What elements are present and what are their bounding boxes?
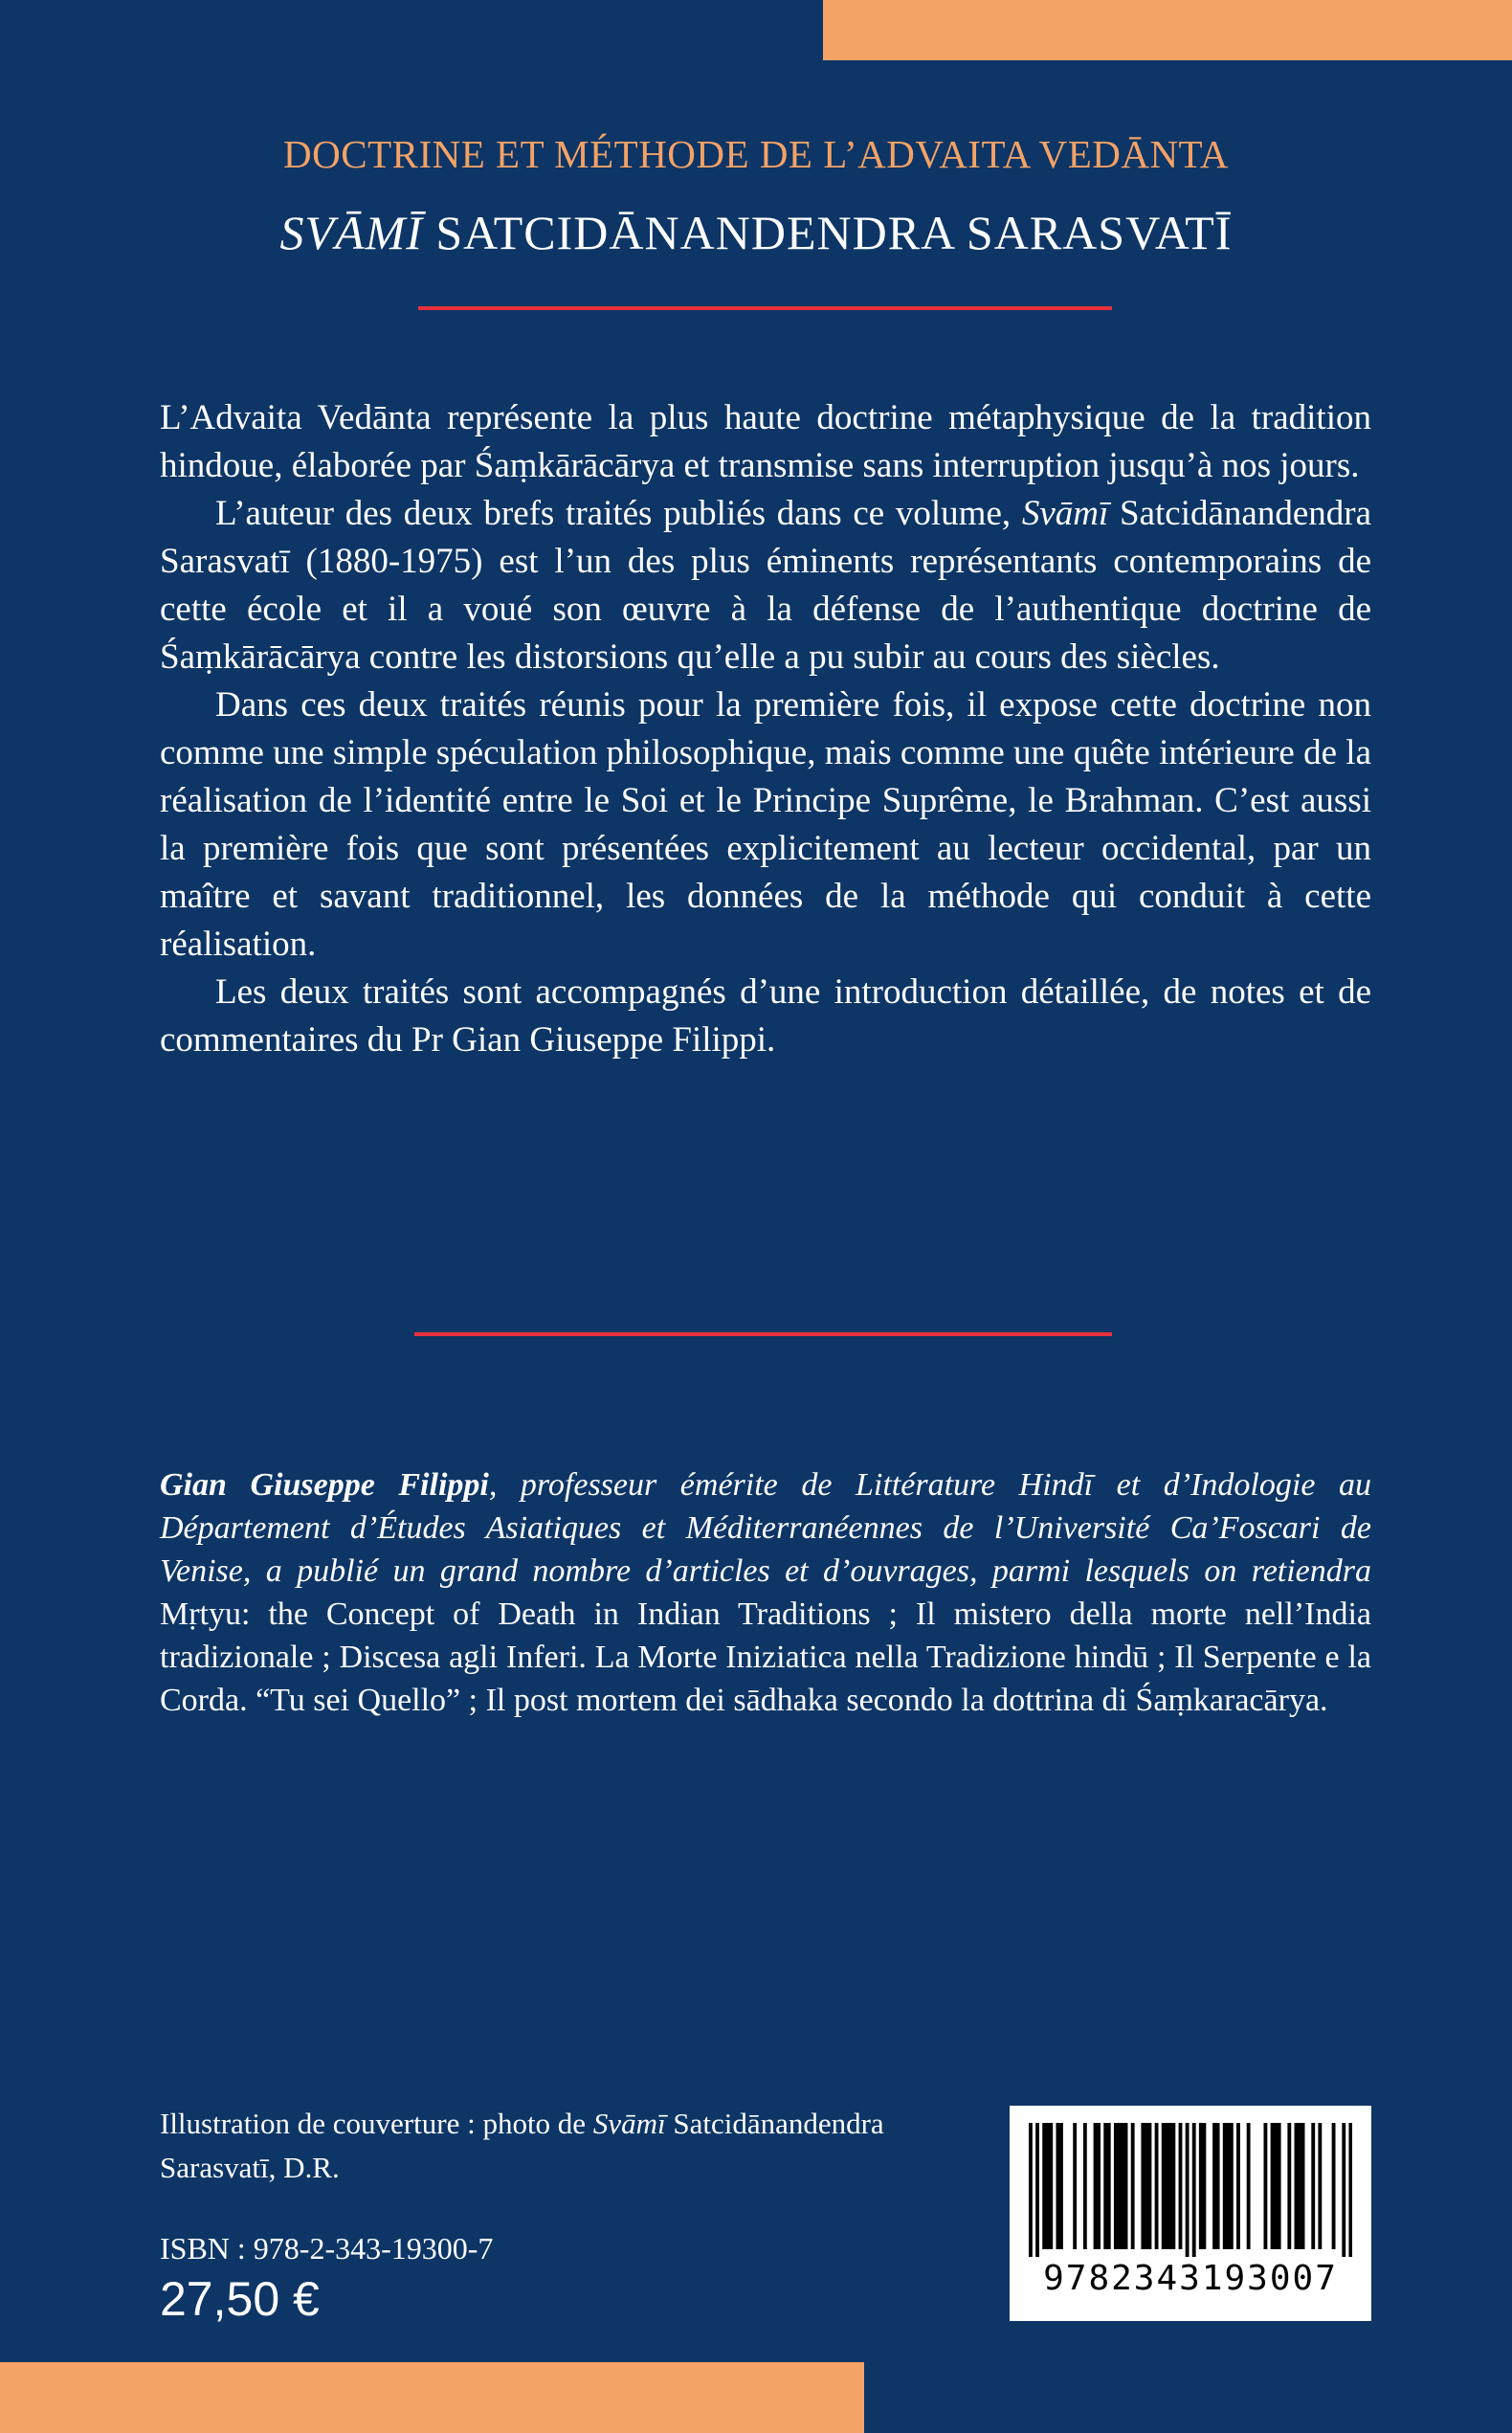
paragraph-2	[160, 490, 1371, 681]
barcode-bar	[1059, 2123, 1063, 2249]
barcode-bars	[1029, 2123, 1352, 2257]
barcode-bar	[1295, 2123, 1299, 2249]
top-divider	[418, 306, 1112, 310]
bio-works: Mṛtyu: the Concept of Death in Indian Traditions ; Il mistero della morte nell’India tradizionale ; Discesa agli Inferi. La Morte Iniziatica nella Tradizione hindū ; Il Serpente e la Corda. “Tu sei Quello” ; Il post mortem dei sādhaka secondo la dottrina di Śaṃkaracārya.	[160, 1596, 1371, 1718]
barcode-bar	[1247, 2123, 1251, 2249]
credit-italic: Svāmī	[592, 2107, 666, 2140]
barcode-bar	[1223, 2123, 1227, 2249]
barcode-bar	[1118, 2123, 1122, 2249]
barcode-bar	[1073, 2123, 1077, 2249]
barcode-bar	[1131, 2123, 1135, 2249]
barcode-bar	[1186, 2123, 1190, 2257]
barcode-bar	[1171, 2123, 1175, 2249]
barcode-bar	[1212, 2123, 1216, 2249]
barcode-bar	[1311, 2123, 1315, 2249]
middle-divider	[414, 1332, 1112, 1336]
bottom-accent-bar	[0, 2362, 864, 2433]
barcode-bar	[1332, 2123, 1336, 2249]
barcode-bar	[1056, 2123, 1059, 2249]
barcode-bar	[1301, 2123, 1305, 2249]
author-prefix: SVĀMĪ	[279, 206, 423, 259]
barcode-bar	[1202, 2123, 1206, 2249]
paragraph-2-start: L’auteur des deux brefs traités publiés dans ce volume,	[215, 494, 1022, 533]
barcode-bar	[1216, 2123, 1220, 2249]
barcode-bar	[1318, 2123, 1322, 2249]
barcode-bar	[1049, 2123, 1053, 2249]
price: 27,50 €	[160, 2272, 320, 2326]
barcode-bar	[1271, 2123, 1275, 2249]
author-bio	[160, 1463, 1371, 1722]
barcode-bar	[1287, 2123, 1291, 2249]
barcode-bar	[1124, 2123, 1128, 2249]
barcode-bar	[1148, 2123, 1152, 2249]
paragraph-3: Dans ces deux traités réunis pour la première fois, il expose cette doctrine non comme une simple spéculation philosophique, mais comme une quête intérieure de la réalisation de l’identité entre le Soi et le Principe Suprême, le Brahman. C’est aussi la première fois que sont présentées explicitement au lecteur occidental, par un maître et savant traditionnel, les données de la méthode qui conduit à cette réalisation.	[160, 685, 1371, 964]
barcode-bar	[1107, 2123, 1111, 2249]
barcode-bar	[1029, 2123, 1033, 2257]
barcode-bar	[1263, 2123, 1267, 2249]
bio-description: , professeur émérite de Littérature Hindī et d’Indologie au Département d’Études Asiatiques et Méditerranéennes de l’Université Ca’Foscari de Venise, a publié un grand nombre d’articles et d’ouvrages, parmi lesquels on retiendra	[160, 1467, 1371, 1589]
bio-name: Gian Giuseppe Filippi	[160, 1467, 489, 1503]
barcode-bar	[1278, 2123, 1281, 2249]
barcode-bar	[1083, 2123, 1087, 2249]
barcode-bar	[1162, 2123, 1166, 2249]
barcode-bar	[1274, 2123, 1278, 2249]
description	[160, 394, 1371, 1064]
barcode-digits: 9782343193007	[1043, 2259, 1338, 2298]
barcode-bar	[1103, 2123, 1107, 2249]
barcode-bar	[1298, 2123, 1301, 2249]
barcode-bar	[1348, 2123, 1352, 2257]
barcode-bar	[1168, 2123, 1172, 2249]
barcode-bar	[1226, 2123, 1230, 2249]
cover-credit	[160, 2102, 1002, 2190]
barcode-bar	[1236, 2123, 1240, 2249]
author-name: SATCIDĀNANDENDRA SARASVATĪ	[435, 206, 1233, 259]
barcode-bar	[1094, 2123, 1098, 2249]
barcode-bar	[1046, 2123, 1050, 2249]
barcode-bar	[1145, 2123, 1148, 2249]
barcode-bar	[1114, 2123, 1118, 2249]
barcode-bar	[1121, 2123, 1124, 2249]
barcode-bar	[1342, 2123, 1345, 2257]
barcode-bar	[1042, 2123, 1046, 2249]
barcode-bar	[1097, 2123, 1101, 2249]
credit-end: Satcidānandendra Sarasvatī, D.R.	[160, 2107, 884, 2184]
isbn: ISBN : 978-2-343-19300-7	[160, 2231, 494, 2266]
barcode-bar	[1192, 2123, 1196, 2257]
barcode-bar	[1155, 2123, 1159, 2249]
barcode	[1010, 2106, 1371, 2321]
barcode-bar	[1035, 2123, 1039, 2257]
author-title	[0, 205, 1512, 260]
barcode-bar	[1230, 2123, 1234, 2249]
paragraph-2-end: Satcidānandendra Sarasvatī (1880-1975) est l’un des plus éminents représentants contemporains de cette école et il a voué son œuvre à la défense de l’authentique doctrine de Śaṃkārācārya contre les distorsions qu’elle a pu subir au cours des siècles.	[160, 494, 1371, 677]
credit-start: Illustration de couverture : photo de	[160, 2107, 593, 2140]
barcode-bar	[1199, 2123, 1203, 2249]
barcode-bar	[1165, 2123, 1168, 2249]
barcode-bar	[1179, 2123, 1183, 2249]
paragraph-1: L’Advaita Vedānta représente la plus haute doctrine métaphysique de la tradition hindoue, élaborée par Śaṃkārācārya et transmise sans interruption jusqu’à nos jours.	[160, 398, 1371, 485]
top-accent-bar	[823, 0, 1512, 60]
barcode-bar	[1141, 2123, 1145, 2249]
paragraph-4: Les deux traités sont accompagnés d’une introduction détaillée, de notes et de commentaires du Pr Gian Giuseppe Filippi.	[160, 972, 1371, 1060]
paragraph-2-italic: Svāmī	[1021, 494, 1109, 533]
series-title: DOCTRINE ET MÉTHODE DE L’ADVAITA VEDĀNTA	[283, 132, 1229, 176]
